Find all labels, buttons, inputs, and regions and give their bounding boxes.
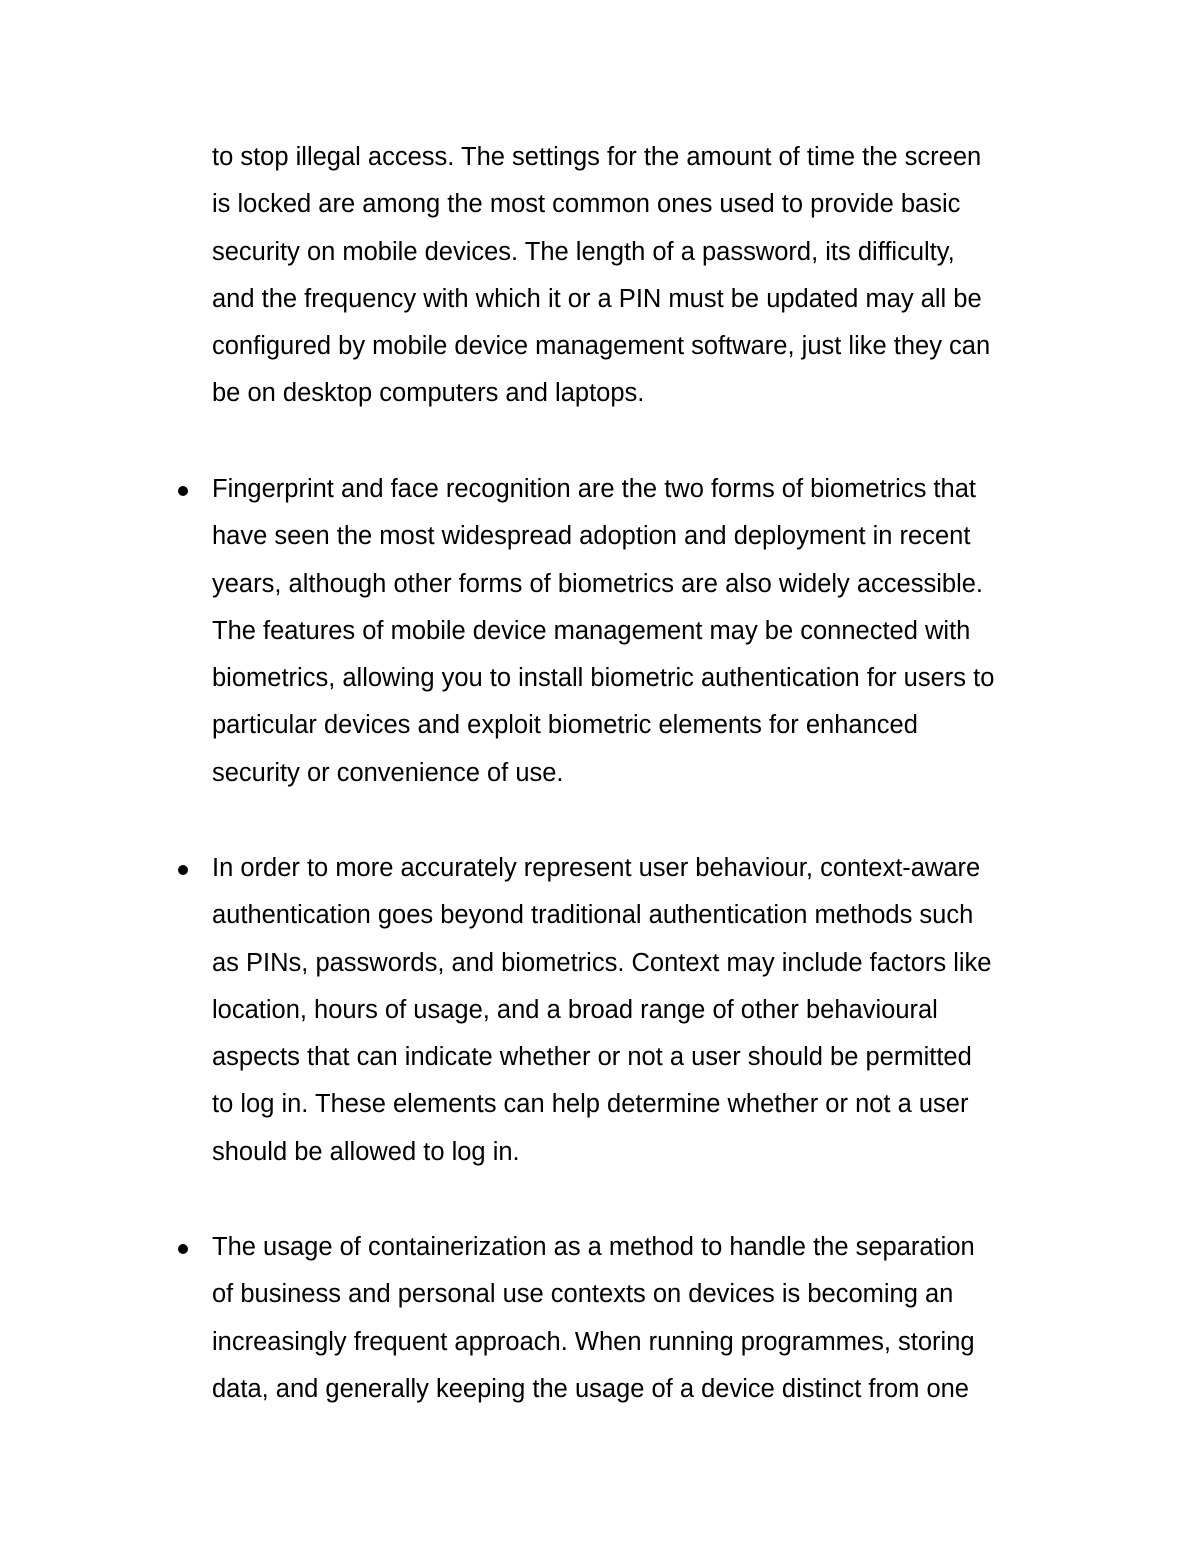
paragraph-line: be on desktop computers and laptops. (212, 379, 645, 408)
bullet-line: have seen the most widespread adoption and deployment in recent (212, 522, 971, 551)
bullet-line: In order to more accurately represent user behaviour, context-aware (212, 854, 981, 882)
bullet-line: data, and generally keeping the usage of a device distinct from one (212, 1374, 969, 1403)
bullet-line: to log in. These elements can help determine whether or not a user (212, 1090, 969, 1119)
bullet-item-containerization (212, 1224, 1072, 1413)
bullet-line: particular devices and exploit biometric elements for enhanced (212, 711, 918, 740)
bullet-line: should be allowed to log in. (212, 1137, 520, 1166)
bullet-dot-icon (178, 865, 188, 875)
bullet-line: biometrics, allowing you to install biometric authentication for users to (212, 664, 995, 693)
bullet-line: security or convenience of use. (212, 758, 564, 787)
bullet-line: of business and personal use contexts on devices is becoming an (212, 1280, 954, 1309)
bullet-item-biometrics (212, 466, 1072, 797)
bullet-line: Fingerprint and face recognition are the two forms of biometrics that (212, 475, 976, 503)
bullet-line: years, although other forms of biometrics are also widely accessible. (212, 569, 984, 598)
bullet-line: location, hours of usage, and a broad range of other behavioural (212, 995, 938, 1024)
bullet-dot-icon (178, 486, 188, 496)
bullet-line: increasingly frequent approach. When running programmes, storing (212, 1327, 975, 1356)
bullet-line: aspects that can indicate whether or not a user should be permitted (212, 1043, 972, 1072)
paragraph-line: to stop illegal access. The settings for the amount of time the screen (212, 143, 982, 171)
bullet-item-context-aware (212, 845, 1072, 1176)
bullet-dot-icon (178, 1244, 188, 1254)
paragraph-line: security on mobile devices. The length of a password, its difficulty, (212, 237, 955, 266)
bullet-line: The usage of containerization as a method to handle the separation (212, 1233, 975, 1261)
paragraph-line: is locked are among the most common ones used to provide basic (212, 190, 961, 219)
bullet-line: authentication goes beyond traditional authentication methods such (212, 901, 974, 930)
bullet-line: as PINs, passwords, and biometrics. Context may include factors like (212, 948, 992, 977)
continuation-paragraph (212, 134, 1072, 418)
paragraph-line: and the frequency with which it or a PIN must be updated may all be (212, 284, 982, 313)
paragraph-line: configured by mobile device management software, just like they can (212, 332, 991, 361)
bullet-line: The features of mobile device management may be connected with (212, 616, 971, 645)
